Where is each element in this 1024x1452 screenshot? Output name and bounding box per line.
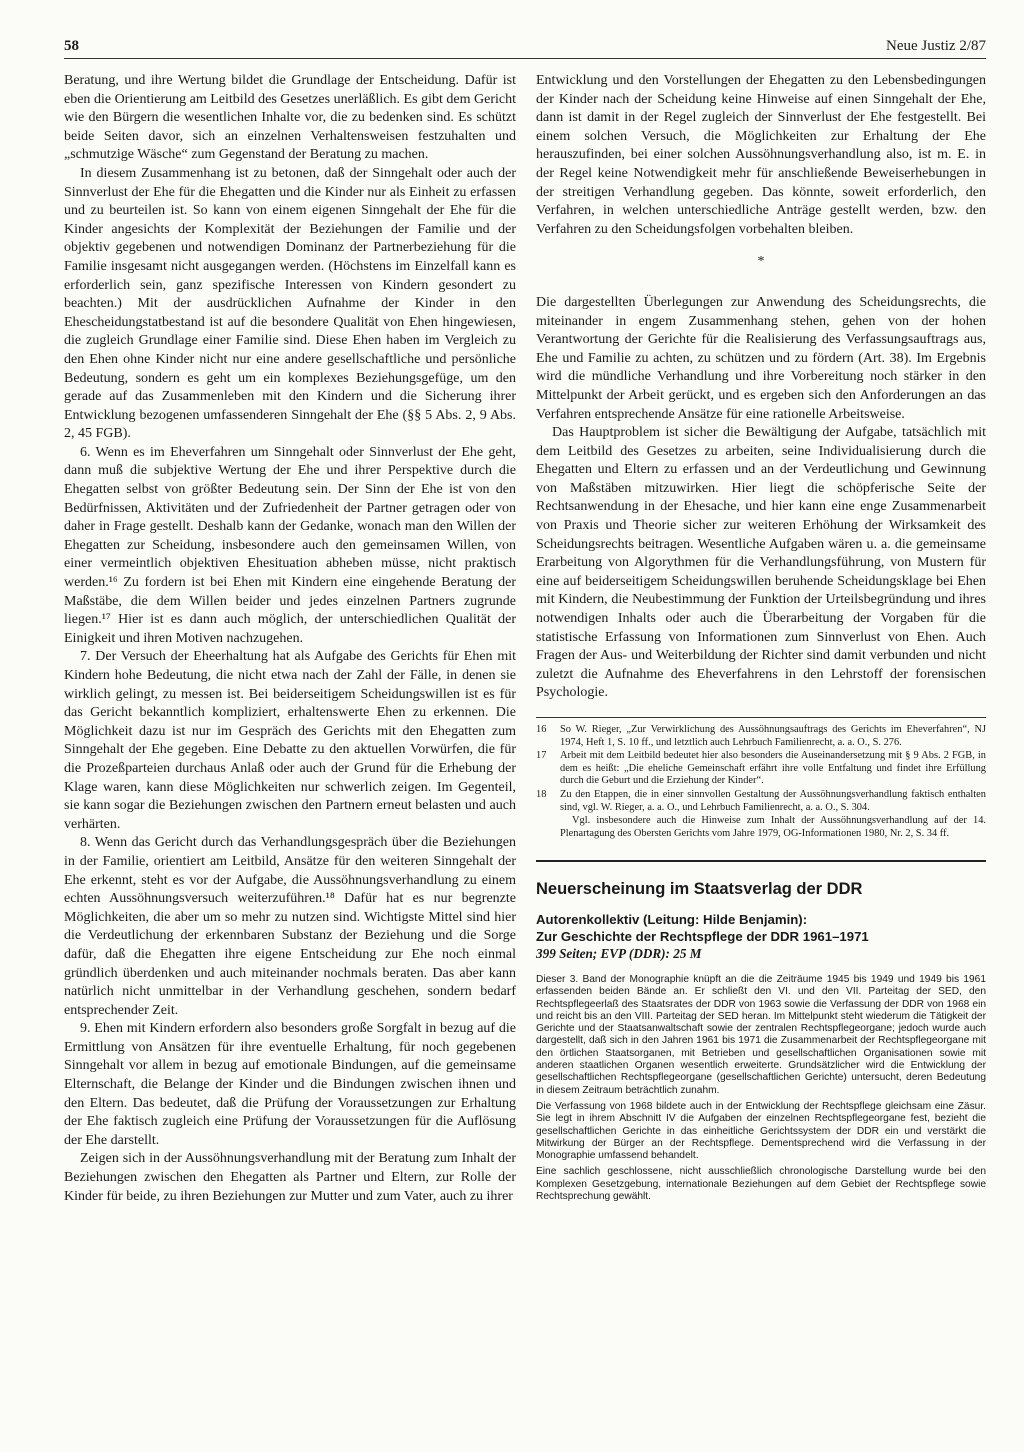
paragraph: In diesem Zusammenhang ist zu betonen, daß der Sinngehalt oder auch der Sinnverlust der Ehe für die Ehegatten und die Kinder nur als Einheit zu erfassen und zu beurteilen ist. So kann von einem eigenen Sinngehalt der Ehe für die Kinder angesichts der Komplexität der Beziehungen der Familie und der objektiv gegebenen und notwendigen Dominanz der Partnerbeziehung für die Familie insgesamt nicht ausgegangen werden. (Höchstens im Einzelfall kann es erforderlich sein, ganz spezifische Interessen von Kindern gesondert zu beachten.) Mit der ausdrücklichen Aufnahme der Kinder in den Ehescheidungstatbestand ist auf die besondere Qualität von Ehen hingewiesen, die zugleich Grundlage einer Familie sind. Diese Ehen haben im Vergleich zu den Ehen ohne Kinder nicht nur eine andere gesellschaftliche und persönliche Bedeutung, sondern es geht um ein komplexes Beziehungsgefüge, um den gerade auf das Zusammenleben mit den Kindern und die Sicherung ihrer Entwicklung bezogenen umfassenderen Sinngehalt der Ehe (§§ 5 Abs. 2, 9 Abs. 2, 45 FGB). [64, 165, 516, 442]
left-column [64, 72, 516, 1206]
footnote-continuation: Vgl. insbesondere auch die Hinweise zum Inhalt der Aussöhnungsverhandlung auf der 14. Plenartagung des Obersten Gerichts vom Jahre 1979, OG-Informationen 1980, Nr. 2, S. 34 ff. [560, 815, 986, 839]
publication-description [536, 974, 986, 1203]
paragraph: Das Hauptproblem ist sicher die Bewältigung der Aufgabe, tatsächlich mit dem Leitbild des Gesetzes zu arbeiten, seine Individualisierung durch die Ehegatten und Eltern zu erfassen und an der Verdeutlichung und Gewinnung von Maßstäben mitzuwirken. Hier liegt die schöpferische Seite der Rechtsanwendung in der Ehesache, und hier kann eine enge Zusammenarbeit von Praxis und Theorie sicher zur weiteren Erhöhung der Wirksamkeit des Scheidungsrechts beitragen. Wesentliche Aufgaben wären u. a. die gemeinsame Erarbeitung von Algorythmen für die Verhandlungsführung, von Mustern für eine auf beiderseitigem Scheidungswillen beruhende Scheidungsklage bei Ehen mit Kindern, die Neubestimmung der Funktion der Urteilsbegründung und ihres notwendigen Inhalts oder auch die Überarbeitung der Vorgaben für die statistische Erfassung von Informationen zum Sinnverlust von Ehen. Auch Fragen der Aus- und Weiterbildung der Richter sind damit verbunden und nicht zuletzt die Aufnahme des Eheverfahrens in den Lehrstoff der forensischen Psychologie. [536, 425, 986, 701]
footnote-text: So W. Rieger, „Zur Verwirklichung des Aussöhnungsauftrags des Gerichts im Eheverfahren“, NJ 1974, Heft 1, S. 10 ff., und letztlich auch Lehrbuch Familienrecht, a. a. O., S. 276. [560, 724, 986, 748]
page-number: 58 [64, 38, 79, 54]
publication-specs: 399 Seiten; EVP (DDR): 25 M [536, 945, 702, 961]
paragraph: Beratung, und ihre Wertung bildet die Grundlage der Entscheidung. Dafür ist eben die Orientierung am Leitbild des Gesetzes unerläßlich. Es gibt dem Gericht wie den Bürgern die wesentlichen Inhalte vor, die zu bedenken sind. Es schützt beide Seiten davor, sich an einzelnen Verhaltensweisen festzuhalten und „schmutzige Wäsche“ zum Gegenstand der Beratung zu machen. [64, 73, 516, 163]
footnote-text: Arbeit mit dem Leitbild bedeutet hier also besonders die Auseinandersetzung mit § 9 Abs. 2 FGB, in dem es heißt: „Die eheliche Gemeinschaft erfährt ihre volle Entfaltung und findet ihre Erfüllung durch die Geburt und die Erziehung der Kinder“. [560, 750, 986, 787]
right-column [536, 72, 986, 1207]
footnote-number: 17 [536, 750, 547, 762]
paragraph: Dieser 3. Band der Monographie knüpft an die die Zeiträume 1945 bis 1949 und 1949 bis 1961 erfassenden beiden Bände an. Er schließt den VI. und den VII. Parteitag der SED, den Rechtspflegeerlaß des Staatsrates der DDR von 1963 sowie die Verfassung der DDR von 1968 ein und reicht bis an den VIII. Parteitag der SED heran. Im Mittelpunkt steht wiederum die Tätigkeit der Gerichte und der Staatsanwaltschaft sowie der zentralen Rechtspflegeorgane; jedoch wurde auch dargestellt, daß sich in den Jahren 1961 bis 1971 die Zusammenarbeit der Rechtspflegeorgane mit den örtlichen Staatsorganen, mit Betrieben und gesellschaftlichen Organisationen sowie mit anderen staatlichen Organen wesentlich erweiterte. Grundsätzlicher wird die Entwicklung der gesellschaftlichen Rechtspflegeorgane (gesellschaftlichen Gerichte) untersucht, deren Bedeutung in diesem Zeitraum beträchtlich zunahm. [536, 973, 986, 1096]
publication-author: Autorenkollektiv (Leitung: Hilde Benjamin): [536, 911, 808, 927]
paragraph: 7. Der Versuch der Eheerhaltung hat als Aufgabe des Gerichts für Ehen mit Kindern hohe Bedeutung, die nicht etwa nach der Zahl der Fälle, in denen sie wirklich gelingt, zu messen ist. Bei beiderseitigem Scheidungswillen ist es für das Gericht bekanntlich kompliziert, erhaltenswerte Ehen zu erkennen. Die Möglichkeit dazu ist nur im Gespräch des Gerichts mit den Ehegatten zum Sinngehalt der Ehe gegeben. Eine Debatte zu den aktuellen Vorwürfen, die für die Prozeßparteien durchaus Anlaß oder auch der Grund für die Erhebung der Klage waren, kann diese Möglichkeiten nur schwerlich zeigen. Im Gegenteil, sie kann sogar die Beziehungen zwischen den Partnern erneut belasten und auch verhärten. [64, 649, 516, 832]
paragraph: Eine sachlich geschlossene, nicht ausschließlich chronologische Darstellung wurde bei den Komplexen Gesetzgebung, internationale Beziehungen auf dem Gebiet der Rechtspflege sowie Rechtsprechung gewählt. [536, 1166, 986, 1202]
paragraph: Zeigen sich in der Aussöhnungsverhandlung mit der Beratung zum Inhalt der Beziehungen zwischen den Ehegatten als Partner und Eltern, zur Rolle der Kinder für beide, zu ihren Beziehungen zur Mutter und zum Vater, auch zu ihrer [64, 1151, 516, 1204]
journal-issue: Neue Justiz 2/87 [886, 38, 986, 54]
section-separator: * [757, 254, 765, 270]
footnotes [536, 717, 986, 840]
footnote-number: 18 [536, 788, 547, 800]
paragraph: Die dargestellten Überlegungen zur Anwendung des Scheidungsrechts, die miteinander in engem Zusammenhang stehen, gehen von der hohen Verantwortung der Gerichte für die Realisierung des Verfassungsauftrags aus, Ehe und Familie zu achten, zu schützen und zu fördern (Art. 38). Im Ergebnis wird die mündliche Verhandlung und ihre Vorbereitung noch stärker in den Mittelpunkt der Arbeit gerückt, und es ergeben sich den Anforderungen an das Verfahren entsprechende Ansätze für eine rationelle Arbeitsweise. [536, 294, 986, 422]
footnote-number: 16 [536, 724, 547, 735]
section-divider [536, 860, 986, 862]
footnote-text: Zu den Etappen, die in einer sinnvollen Gestaltung der Aussöhnungsverhandlung faktisch enthalten sind, vgl. W. Rieger, a. a. O., und Lehrbuch Familienrecht, a. a. O., S. 304. [560, 788, 986, 813]
publication-title: Zur Geschichte der Rechtspflege der DDR 1961–1971 [536, 928, 869, 944]
publication-heading: Neuerscheinung im Staatsverlag der DDR [536, 880, 863, 899]
running-head [64, 38, 986, 59]
paragraph: 6. Wenn es im Eheverfahren um Sinngehalt oder Sinnverlust der Ehe geht, dann muß die subjektive Wertung der Ehe und ihrer Perspektive durch die Ehegatten selbst von größter Bedeutung sein. Der Sinn der Ehe ist von den Bedürfnissen, Aktivitäten und der Zufriedenheit der Partner getragen oder von daher in Frage gestellt. Deshalb kann der Gedanke, wonach man den Willen der Ehegatten zur Scheidung, insbesondere auch den gemeinsamen Willen, von einer vermeintlich objektiven Ehesituation abheben müsse, nicht praktisch werden.¹⁶ Zu fordern ist bei Ehen mit Kindern eine eingehende Beratung der Maßstäbe, die dem Willen beider und jedes einzelnen Partners zugrunde liegen.¹⁷ Hier ist es dann auch möglich, der unterschiedlichen Qualität der Einigkeit und ihren Motiven nachzugehen. [64, 444, 516, 646]
paragraph: Die Verfassung von 1968 bildete auch in der Entwicklung der Rechtspflege gleichsam eine Zäsur. Sie legt in ihrem Abschnitt IV die Aufgaben der einzelnen Rechtspflegeorgane fest, bezieht die gesellschaftlichen Gerichte in das einheitliche Gerichtssystem der DDR ein und verstärkt die Mitwirkung der Bürger an der Rechtspflege. Dementsprechend wird die Verfassung in der Monographie umfassend behandelt. [536, 1100, 986, 1162]
paragraph: 9. Ehen mit Kindern erfordern also besonders große Sorgfalt in bezug auf die Ermittlung von Ansätzen für ihre eventuelle Erhaltung, für noch gegebenen Sinngehalt vor allem in bezug auf emotionale Bindungen, auf die gemeinsame Elternschaft, die Belange der Kinder und die Bindungen zwischen ihnen und den Eltern. Das bedeutet, daß die Prüfung der Voraussetzungen zur Erhaltung der Ehe faktisch zugleich eine Prüfung der Voraussetzungen für die Auflösung der Ehe darstellt. [64, 1021, 516, 1148]
paragraph: 8. Wenn das Gericht durch das Verhandlungsgespräch über die Beziehungen in der Familie, orientiert am Leitbild, Ansätze für den weiteren Sinngehalt der Ehe erkennt, steht es vor der Aufgabe, die Aussöhnungsverhandlung zu einem echten Aussöhnungsversuch weiterzuführen.¹⁸ Dafür hat es nur begrenzte Möglichkeiten, die aber um so mehr zu nutzen sind. Wichtigste Mittel sind hier die Verdeutlichung der erkennbaren Substanz der Beziehung und die Sorge dafür, daß die Ehegatten ihre eigene Entscheidung zur Ehe noch einmal gründlich überdenken und auch miteinander nochmals beraten. Das aber kann natürlich nicht unmittelbar in der Verhandlung geschehen, sondern bedarf entsprechender Zeit. [64, 835, 516, 1018]
footnote [536, 724, 986, 749]
paragraph: Entwicklung und den Vorstellungen der Ehegatten zu den Lebensbedingungen der Kinder nach der Scheidung keine Hinweise auf einen Sinngehalt der Ehe, dann ist damit in der Regel zugleich der Sinnverlust der Ehe festgestellt. Bei einem solchen Versuch, die Möglichkeiten zur Erhaltung der Ehe herauszufinden, bei einer solchen Aussöhnungsverhandlung also, ist m. E. in der Regel keine Notwendigkeit mehr für anschließende Beweiserhebungen in der streitigen Verhandlung gegeben. Das könnte, soweit erforderlich, den Verfahren, in welchen unterschiedliche Anträge gestellt werden, bzw. den Verfahren zu den Scheidungsfolgen vorbehalten bleiben. [536, 73, 986, 237]
footnote [536, 750, 986, 788]
footnote [536, 789, 986, 814]
